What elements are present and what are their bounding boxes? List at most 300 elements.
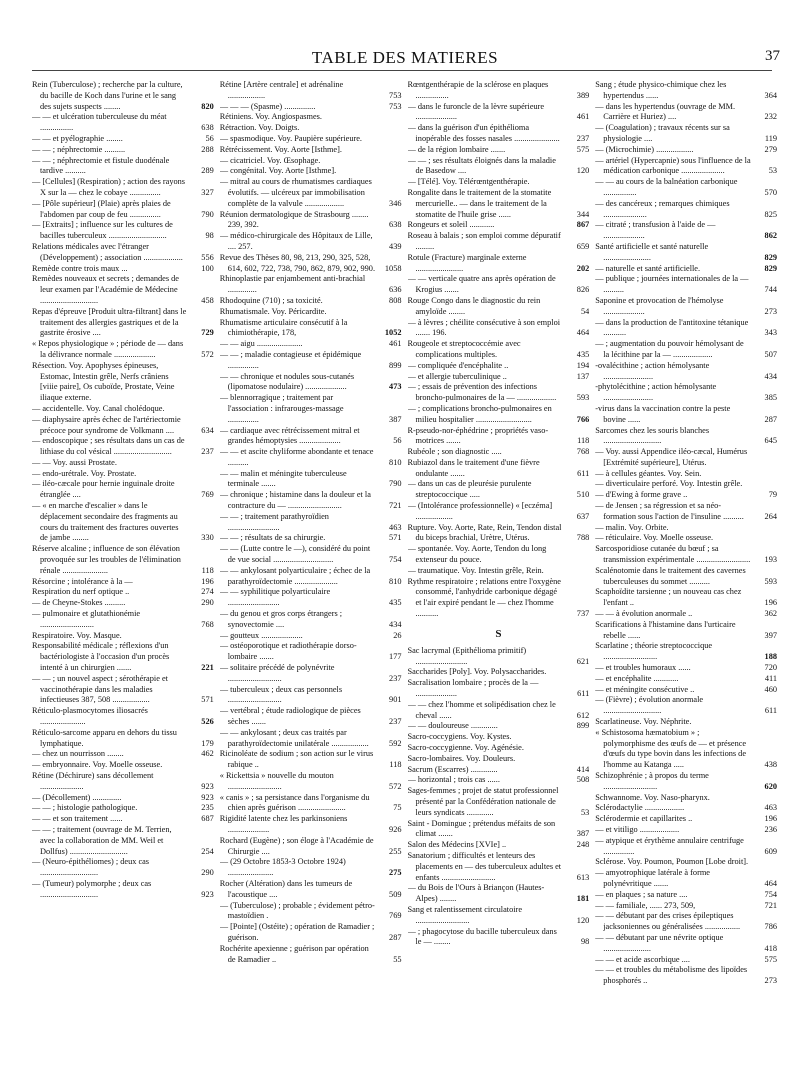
index-entry bbox=[408, 274, 590, 296]
entry-page-number: 810 bbox=[389, 457, 402, 467]
entry-text: — — — (Spasme) ............... bbox=[219, 101, 316, 111]
entry-text: — (Fièvre) ; évolution anormale ............................ bbox=[595, 695, 704, 716]
entry-page-number: 232 bbox=[764, 112, 777, 122]
index-entry bbox=[408, 404, 590, 426]
entry-page-number: 926 bbox=[389, 824, 402, 834]
entry-text: — du genou et gros corps étrangers ; synovectomie .... bbox=[219, 609, 343, 629]
entry-page-number: 343 bbox=[764, 328, 777, 338]
index-entry bbox=[220, 123, 402, 134]
index-entry bbox=[408, 667, 590, 678]
entry-text: — médico-chirurgicale des Hôpitaux de Lille, .... 257. bbox=[219, 231, 373, 251]
entry-text: — goutteux .................... bbox=[219, 630, 303, 640]
entry-text: Scarlatine ; théorie streptococcique .......................... bbox=[595, 641, 713, 662]
index-entry bbox=[220, 210, 402, 232]
index-entry bbox=[32, 469, 214, 480]
index-entry bbox=[595, 965, 777, 987]
entry-page-number: 327 bbox=[201, 187, 214, 197]
index-entry bbox=[595, 177, 777, 199]
entry-page-number: 570 bbox=[764, 187, 777, 197]
entry-text: — — ; traitement (ouvrage de M. Terrien, avec la collaboration de MM. Weil et Dollfus) ............................ bbox=[32, 824, 172, 856]
entry-text: — — malin et méningite tuberculeuse terminale ....... bbox=[219, 468, 347, 489]
index-entry bbox=[408, 840, 590, 851]
index-column-1 bbox=[32, 80, 214, 1070]
index-entry bbox=[595, 199, 777, 221]
entry-page-number: 279 bbox=[764, 144, 777, 154]
index-entry bbox=[220, 490, 402, 512]
index-entry bbox=[32, 339, 214, 361]
entry-page-number: 638 bbox=[389, 220, 402, 230]
index-entry bbox=[32, 458, 214, 469]
index-entry bbox=[32, 415, 214, 437]
index-entry bbox=[32, 274, 214, 306]
entry-page-number: 274 bbox=[201, 587, 214, 597]
index-entry bbox=[408, 905, 590, 927]
entry-text: Sanatorium ; difficultés et lenteurs des placements en — des tuberculeux adultes et enfants .......................... bbox=[407, 850, 562, 882]
entry-text: Réserve alcaline ; influence de son élévation provoquée sur les troubles de l'élimination rénale ...................... bbox=[32, 544, 181, 575]
index-entry bbox=[32, 404, 214, 415]
index-entry bbox=[32, 771, 214, 793]
entry-text: — artériel (Hypercapnie) sous l'influence de la médication carbonique ..................... bbox=[595, 155, 751, 176]
index-entry bbox=[220, 879, 402, 901]
entry-text: — (Tumeur) polymorphe ; deux cas ............................ bbox=[32, 878, 152, 899]
entry-page-number: 118 bbox=[389, 760, 402, 770]
index-columns bbox=[32, 80, 777, 1070]
index-entry bbox=[408, 188, 590, 220]
index-entry bbox=[595, 426, 777, 448]
index-entry bbox=[32, 598, 214, 609]
entry-page-number: 344 bbox=[576, 209, 590, 219]
index-entry bbox=[220, 836, 402, 858]
index-column-2 bbox=[220, 80, 402, 1070]
entry-page-number: 611 bbox=[577, 689, 590, 699]
entry-text: — [Pôle supérieur] (Plaie) après plaies de l'abdomen par coup de feu ............... bbox=[32, 198, 171, 219]
index-entry bbox=[408, 678, 590, 700]
index-entry bbox=[595, 382, 777, 404]
index-entry bbox=[595, 80, 777, 102]
entry-text: — [Pointe] (Ostéite) ; opération de Ramadier ; guérison. bbox=[219, 922, 375, 942]
entry-page-number: 290 bbox=[201, 598, 214, 608]
index-entry bbox=[408, 775, 590, 786]
entry-page-number: 744 bbox=[764, 285, 777, 295]
index-entry bbox=[595, 836, 777, 858]
entry-text: — et vitiligo ................... bbox=[595, 824, 680, 834]
entry-text: — ; phagocytose du bacille tuberculeux dans le — ........ bbox=[407, 926, 557, 947]
entry-text: Rochérite apexienne ; guérison par opération de Ramadier .. bbox=[219, 943, 369, 964]
page-header bbox=[30, 40, 780, 70]
entry-text: — — débutant par des crises épileptiques jacksoniennes ou généralisées ................. bbox=[595, 911, 741, 932]
index-entry bbox=[595, 620, 777, 642]
index-entry bbox=[220, 134, 402, 145]
entry-page-number: 75 bbox=[393, 803, 402, 813]
index-entry bbox=[220, 663, 402, 685]
entry-text: — — ; histologie pathologique. bbox=[32, 803, 138, 813]
index-entry bbox=[595, 771, 777, 793]
entry-page-number: 473 bbox=[389, 382, 402, 392]
index-entry bbox=[408, 501, 590, 523]
entry-text: — blennorragique ; traitement par l'association : infrarouges-massage ............... bbox=[219, 393, 344, 424]
entry-page-number: 768 bbox=[576, 447, 590, 457]
entry-text: Respiratoire. Voy. Masque. bbox=[32, 630, 122, 640]
entry-text: — ; essais de prévention des infections broncho-pulmonaires de la — ................... bbox=[407, 382, 557, 403]
entry-page-number: 923 bbox=[201, 792, 214, 802]
index-entry bbox=[408, 156, 590, 178]
entry-text: — traumatique. Voy. Intestin grêle, Rein. bbox=[407, 565, 544, 575]
entry-text: — et méningite consécutive .. bbox=[595, 684, 695, 694]
index-entry bbox=[595, 145, 777, 156]
entry-page-number: 510 bbox=[576, 490, 590, 500]
entry-page-number: 236 bbox=[764, 824, 777, 834]
entry-text: — d'Ewing à forme grave .. bbox=[595, 490, 688, 500]
index-entry bbox=[595, 447, 777, 469]
entry-text: — — ankylosant polyarticulaire ; échec de la parathyroïdectomie ..................... bbox=[219, 565, 371, 586]
index-entry bbox=[220, 587, 402, 609]
entry-text: — chronique ; histamine dans la douleur et la contracture du — .......................... bbox=[219, 490, 371, 511]
entry-page-number: 769 bbox=[201, 490, 214, 500]
entry-text: Salon des Médecins [XVIe] .. bbox=[407, 840, 507, 850]
entry-page-number: 53 bbox=[768, 166, 777, 176]
entry-text: Rétiniens. Voy. Angiospasmes. bbox=[219, 112, 322, 122]
entry-text: Réunion dermatologique de Strasbourg ........ 239, 392. bbox=[219, 209, 369, 230]
entry-text: Saponine et provocation de l'hémolyse .................... bbox=[595, 295, 724, 316]
entry-text: — (Coagulation) ; travaux récents sur sa physiologie .... bbox=[595, 123, 730, 143]
entry-page-number: 825 bbox=[764, 209, 777, 219]
index-entry bbox=[595, 404, 777, 426]
index-entry bbox=[595, 911, 777, 933]
index-entry bbox=[595, 663, 777, 674]
entry-page-number: 330 bbox=[201, 533, 214, 543]
entry-page-number: 611 bbox=[764, 706, 777, 716]
entry-text: — [Cellules] (Respiration) ; action des rayons X sur la — chez le cobaye ............... bbox=[32, 177, 185, 197]
entry-text: Rochard (Eugène) ; son éloge à l'Académie de Chirurgie .... bbox=[219, 835, 374, 856]
index-entry bbox=[220, 857, 402, 879]
entry-page-number: 179 bbox=[201, 738, 214, 748]
index-entry bbox=[32, 879, 214, 901]
entry-page-number: 55 bbox=[393, 954, 402, 964]
index-entry bbox=[408, 883, 590, 905]
entry-text: — des cancéreux ; remarques chimiques ..................... bbox=[595, 198, 730, 219]
entry-page-number: 464 bbox=[576, 328, 590, 338]
entry-text: Rongalite dans le traitement de la stomatite mercurielle.. — dans le traitement de la stomatite de l'huile grise ...... bbox=[407, 187, 552, 219]
entry-text: « Repos physiologique » ; période de — dans la délivrance normale .................... bbox=[32, 339, 184, 359]
entry-page-number: 118 bbox=[577, 436, 590, 446]
entry-page-number: 53 bbox=[580, 807, 590, 817]
entry-text: — dans la production de l'antitoxine tétanique ........... bbox=[595, 317, 749, 338]
index-entry bbox=[595, 609, 777, 620]
entry-text: -virus dans la vaccination contre la peste bovine ...... bbox=[595, 403, 731, 424]
entry-page-number: 385 bbox=[764, 393, 777, 403]
index-entry bbox=[408, 765, 590, 776]
index-entry bbox=[32, 814, 214, 825]
index-entry bbox=[408, 721, 590, 732]
entry-page-number: 720 bbox=[764, 663, 777, 673]
entry-text: Rigidité latente chez les parkinsoniens .................... bbox=[219, 814, 348, 834]
index-entry bbox=[220, 112, 402, 123]
entry-page-number: 575 bbox=[576, 144, 590, 154]
entry-page-number: 346 bbox=[389, 198, 402, 208]
index-entry bbox=[220, 426, 402, 448]
index-entry bbox=[595, 857, 777, 868]
entry-page-number: 435 bbox=[576, 349, 590, 359]
entry-text: Saccharides [Poly]. Voy. Polysaccharides. bbox=[407, 667, 547, 677]
entry-text: Rétrécissement. Voy. Aorte [Isthme]. bbox=[219, 144, 342, 154]
entry-text: — diverticulaire perforé. Voy. Intestin grêle. bbox=[595, 479, 743, 489]
entry-page-number: 237 bbox=[389, 717, 402, 727]
index-entry bbox=[408, 220, 590, 231]
page-title: TABLE DES MATIERES bbox=[311, 48, 499, 67]
entry-page-number: 100 bbox=[201, 263, 214, 273]
entry-text: — [Extraits] ; influence sur les cultures de bacilles tuberculeux ............................ bbox=[32, 220, 173, 241]
entry-text: — pulmonaire et glutathionémie .......................... bbox=[32, 609, 141, 629]
entry-text: Remèdes nouveaux et secrets ; demandes de leur examen par l'Académie de Médecine ............................ bbox=[32, 274, 179, 305]
index-entry bbox=[408, 426, 590, 448]
entry-page-number: 275 bbox=[389, 868, 402, 878]
entry-page-number: 923 bbox=[201, 781, 214, 791]
index-entry bbox=[408, 523, 590, 545]
entry-text: — — et troubles du métabolisme des lipoïdes phosphorés .. bbox=[595, 965, 748, 986]
index-entry bbox=[408, 732, 590, 743]
index-entry bbox=[220, 274, 402, 296]
entry-text: — cicatriciel. Voy. Œsophage. bbox=[219, 155, 321, 165]
entry-page-number: 235 bbox=[201, 803, 214, 813]
entry-page-number: 808 bbox=[389, 295, 402, 305]
entry-text: — [Télé]. Voy. Télérœntgenthérapie. bbox=[407, 177, 530, 187]
index-entry bbox=[32, 479, 214, 501]
entry-text: Réticulo-sarcome apparu en dehors du tissu lymphatique. bbox=[32, 727, 177, 748]
entry-page-number: 729 bbox=[201, 328, 214, 338]
index-entry bbox=[408, 927, 590, 949]
index-entry bbox=[408, 700, 590, 722]
index-entry bbox=[595, 533, 777, 544]
index-entry bbox=[220, 253, 402, 275]
index-entry bbox=[408, 123, 590, 145]
entry-page-number: 273 bbox=[764, 976, 777, 986]
entry-page-number: 362 bbox=[764, 609, 777, 619]
entry-text: — — douloureuse ............. bbox=[407, 721, 498, 731]
entry-page-number: 237 bbox=[576, 133, 590, 143]
index-entry bbox=[595, 479, 777, 490]
entry-text: — ostéoporotique et radiothérapie dorso-lombaire ....... bbox=[219, 641, 357, 662]
entry-text: — solitaire précédé de polynévrite .......................... bbox=[219, 663, 335, 683]
entry-page-number: 899 bbox=[576, 721, 590, 731]
entry-text: — ; augmentation du pouvoir hémolysant de la lécithine par la — ................... bbox=[595, 339, 744, 359]
entry-text: Scalénotomie dans le traitement des cavernes tuberculeuses du sommet .......... bbox=[595, 565, 746, 586]
entry-text: — — chez l'homme et solipédisation chez le cheval ...... bbox=[407, 699, 556, 720]
index-entry bbox=[220, 372, 402, 394]
entry-text: — — ; ses résultats éloignés dans la maladie de Basedow .... bbox=[407, 155, 556, 176]
entry-text: Réticulo-plasmocytomes iliosacrés ...................... bbox=[32, 706, 148, 727]
entry-text: Rhumatismale. Voy. Péricardite. bbox=[219, 306, 327, 316]
entry-text: — naturelle et santé artificielle. bbox=[595, 263, 701, 273]
index-entry bbox=[32, 134, 214, 145]
entry-text: — spontanée. Voy. Aorte, Tendon du long extenseur du pouce. bbox=[407, 544, 547, 565]
index-entry bbox=[408, 145, 590, 156]
index-entry bbox=[595, 825, 777, 836]
entry-page-number: 923 bbox=[201, 889, 214, 899]
index-entry bbox=[595, 501, 777, 523]
entry-text: — à cellules géantes. Voy. Sein. bbox=[595, 468, 702, 478]
entry-text: — — ; traitement parathyroïdien ......................... bbox=[219, 511, 329, 532]
entry-text: — compliquée d'encéphalite .. bbox=[407, 360, 509, 370]
index-entry bbox=[595, 890, 777, 901]
index-entry bbox=[595, 566, 777, 588]
entry-text: — à lèvres ; chéilite consécutive à son emploi ....... 196. bbox=[407, 317, 561, 338]
entry-text: Respiration du nerf optique .. bbox=[32, 587, 130, 597]
entry-page-number: 289 bbox=[201, 166, 214, 176]
entry-text: — iléo-cæcale pour hernie inguinale droite étranglée .... bbox=[32, 479, 175, 500]
index-entry bbox=[595, 274, 777, 296]
entry-text: Résection. Voy. Apophyses épineuses, Estomac, Intestin grêle, Nerfs crâniens [viiie paire], Os cuboïde, Prostate, Veine iliaque externe. bbox=[32, 360, 175, 403]
entry-page-number: 389 bbox=[576, 90, 590, 100]
index-entry bbox=[220, 771, 402, 793]
entry-text: Scarlatineuse. Voy. Néphrite. bbox=[595, 717, 692, 727]
index-entry bbox=[595, 102, 777, 124]
entry-page-number: 593 bbox=[576, 393, 590, 403]
entry-page-number: 79 bbox=[768, 490, 777, 500]
index-entry bbox=[220, 102, 402, 113]
entry-text: Sang ; étude physico-chimique chez les hypertendus ...... bbox=[595, 80, 727, 100]
entry-page-number: 901 bbox=[389, 695, 402, 705]
entry-text: — endoscopique ; ses résultats dans un cas de lithiase du col vésical ............................ bbox=[32, 436, 185, 457]
section-letter: S bbox=[495, 627, 502, 640]
entry-text: — diaphysaire après échec de l'artériectomie précoce pour syndrome de Volkmann .... bbox=[32, 414, 181, 435]
entry-page-number: 264 bbox=[764, 511, 777, 521]
entry-page-number: 526 bbox=[201, 717, 214, 727]
index-entry bbox=[220, 631, 402, 642]
entry-page-number: 435 bbox=[389, 598, 402, 608]
entry-text: — cardiaque avec rétrécissement mitral et grandes hémoptysies .................... bbox=[219, 425, 360, 446]
index-entry bbox=[408, 786, 590, 818]
index-entry bbox=[408, 339, 590, 361]
entry-text: — vertébral ; étude radiologique de pièces sèches ....... bbox=[219, 706, 361, 727]
entry-page-number: 438 bbox=[764, 760, 777, 770]
entry-text: Sarcomes chez les souris blanches ............................ bbox=[595, 425, 710, 446]
entry-page-number: 754 bbox=[764, 889, 777, 899]
entry-text: — citraté ; transfusion à l'aide de — .................... bbox=[595, 220, 716, 241]
entry-page-number: 460 bbox=[764, 684, 777, 694]
entry-page-number: 609 bbox=[764, 846, 777, 856]
index-entry bbox=[220, 749, 402, 771]
index-entry bbox=[32, 501, 214, 544]
entry-text: R-pseudo-nor-éphédrine ; propriétés vaso-motrices ....... bbox=[407, 425, 549, 446]
index-entry bbox=[408, 382, 590, 404]
entry-page-number: 364 bbox=[764, 90, 777, 100]
index-entry bbox=[595, 728, 777, 771]
index-entry bbox=[595, 901, 777, 912]
entry-page-number: 255 bbox=[389, 846, 402, 856]
entry-text: Rotule (Fracture) marginale externe ....................... bbox=[407, 252, 527, 273]
entry-page-number: 98 bbox=[580, 937, 590, 947]
index-entry bbox=[220, 177, 402, 209]
index-entry bbox=[595, 933, 777, 955]
entry-text: — de Cheyne-Stokes .......... bbox=[32, 598, 126, 608]
entry-page-number: 463 bbox=[764, 803, 777, 813]
index-entry bbox=[32, 577, 214, 588]
entry-text: — — Voy. aussi Prostate. bbox=[32, 457, 117, 467]
index-entry bbox=[32, 803, 214, 814]
index-entry bbox=[32, 80, 214, 112]
index-entry bbox=[408, 231, 590, 253]
entry-text: — tuberculeux ; deux cas personnels .......................... bbox=[219, 684, 343, 705]
entry-text: — réticulaire. Voy. Moelle osseuse. bbox=[595, 533, 714, 543]
index-entry bbox=[220, 922, 402, 944]
entry-page-number: 637 bbox=[576, 511, 590, 521]
index-entry bbox=[220, 469, 402, 491]
index-entry bbox=[595, 339, 777, 361]
entry-page-number: 790 bbox=[201, 209, 214, 219]
entry-text: — — (Lutte contre le —), considéré du point de vue social ............................. bbox=[219, 544, 371, 565]
entry-page-number: 119 bbox=[764, 133, 777, 143]
entry-text: — de la région lombaire ....... bbox=[407, 144, 506, 154]
index-entry bbox=[32, 544, 214, 576]
entry-text: Scaphoïdite tarsienne ; un nouveau cas chez l'enfant .. bbox=[595, 587, 742, 608]
entry-page-number: 826 bbox=[576, 285, 590, 295]
entry-page-number: 221 bbox=[201, 663, 214, 673]
entry-page-number: 288 bbox=[201, 144, 214, 154]
index-entry bbox=[408, 577, 590, 620]
index-entry bbox=[595, 868, 777, 890]
index-entry bbox=[220, 901, 402, 923]
entry-page-number: 397 bbox=[764, 630, 777, 640]
entry-text: Sarcosporidiose cutanée du bœuf ; sa transmission expérimentale .......................... bbox=[595, 544, 751, 565]
index-entry bbox=[595, 803, 777, 814]
index-entry bbox=[595, 793, 777, 804]
entry-text: — mitral au cours de rhumatismes cardiaques évolutifs. — ulcéreux par immobilisation complète de la valvule ................... bbox=[219, 177, 372, 208]
entry-page-number: 613 bbox=[576, 872, 590, 882]
entry-page-number: 120 bbox=[576, 915, 590, 925]
entry-page-number: 463 bbox=[389, 522, 402, 532]
entry-text: Santé artificielle et santé naturelle ....................... bbox=[595, 241, 709, 262]
entry-text: Schwannome. Voy. Naso-pharynx. bbox=[595, 792, 710, 802]
entry-text: Rétine [Artère centrale] et adrénaline .................. bbox=[219, 80, 344, 100]
entry-text: Rongeurs et soleil ............ bbox=[407, 220, 495, 230]
index-entry bbox=[408, 754, 590, 765]
index-entry bbox=[220, 566, 402, 588]
index-entry bbox=[32, 857, 214, 879]
index-entry bbox=[220, 728, 402, 750]
index-entry bbox=[408, 253, 590, 275]
entry-page-number: 737 bbox=[576, 609, 590, 619]
entry-text: — — et ulcération tuberculeuse du méat ................ bbox=[32, 112, 167, 133]
entry-page-number: 638 bbox=[201, 123, 214, 133]
entry-page-number: 572 bbox=[201, 349, 214, 359]
entry-page-number: 509 bbox=[389, 889, 402, 899]
entry-page-number: 571 bbox=[201, 695, 214, 705]
index-entry bbox=[595, 490, 777, 501]
index-entry bbox=[408, 743, 590, 754]
index-entry bbox=[595, 544, 777, 566]
index-entry bbox=[220, 231, 402, 253]
index-entry bbox=[32, 242, 214, 264]
index-entry bbox=[220, 944, 402, 966]
entry-page-number: 273 bbox=[764, 306, 777, 316]
entry-page-number: 621 bbox=[576, 656, 590, 666]
entry-page-number: 620 bbox=[764, 781, 777, 791]
entry-text: — (Neuro-épithéliomes) ; deux cas ............................ bbox=[32, 857, 150, 878]
index-entry bbox=[408, 819, 590, 841]
entry-text: — — ; résultats de sa chirurgie. bbox=[219, 533, 326, 543]
index-entry bbox=[220, 512, 402, 534]
entry-page-number: 1058 bbox=[384, 263, 402, 273]
entry-text: — « en marche d'escalier » dans le déplacement secondaire des fragments au cours du traitement des fractures ouvertes de jambe ........ bbox=[32, 501, 179, 543]
entry-text: — accidentelle. Voy. Canal cholédoque. bbox=[32, 403, 165, 413]
entry-text: Rhumatisme articulaire consécutif à la chimiothérapie, 178, bbox=[219, 317, 348, 338]
entry-page-number: 461 bbox=[576, 112, 590, 122]
index-entry bbox=[595, 814, 777, 825]
entry-page-number: 571 bbox=[389, 533, 402, 543]
entry-text: — (Microchimie) .................. bbox=[595, 144, 694, 154]
entry-text: — et allergie tuberculinique .. bbox=[407, 371, 507, 381]
index-entry bbox=[408, 372, 590, 383]
